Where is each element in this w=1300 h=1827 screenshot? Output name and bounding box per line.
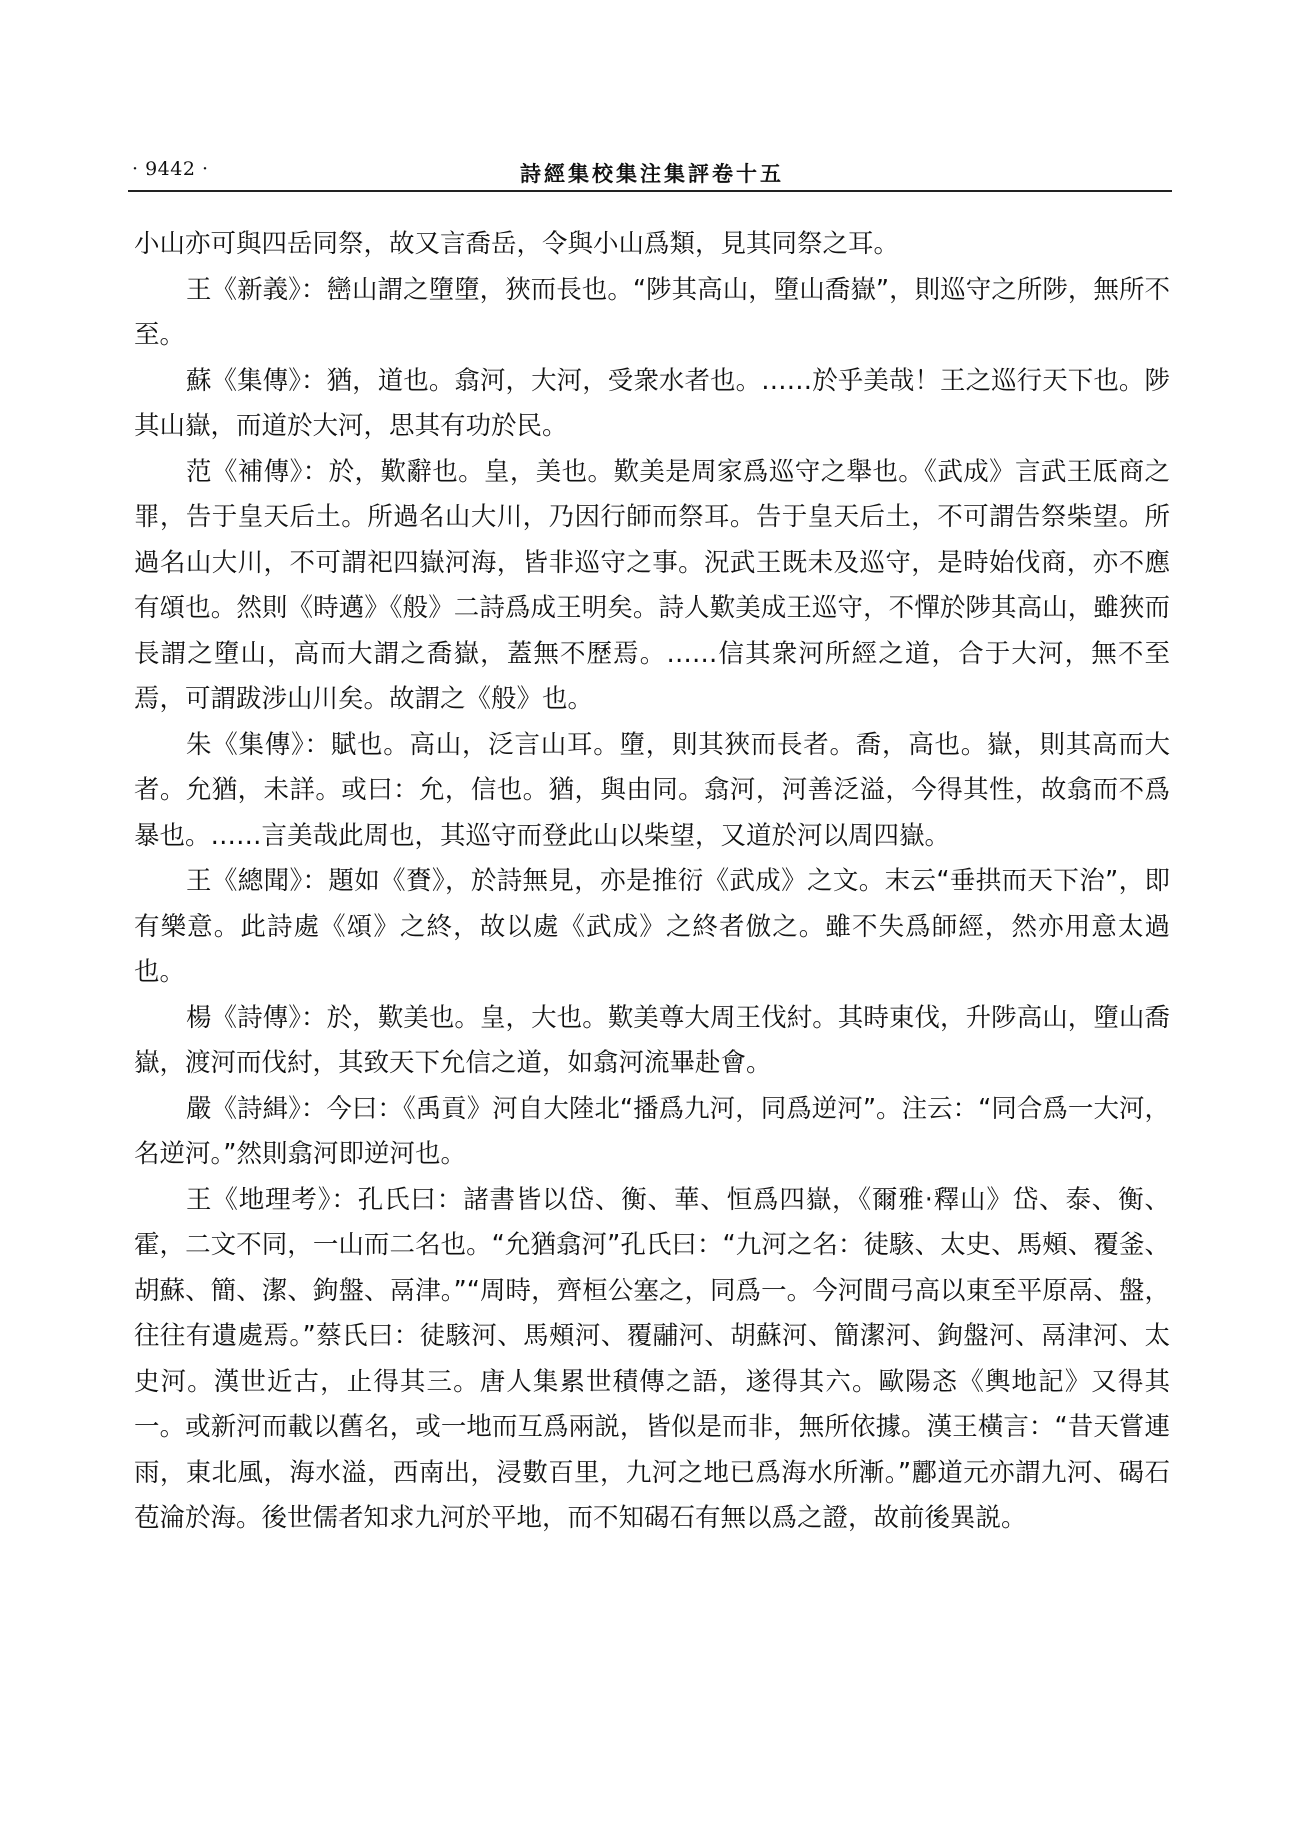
paragraph-wang-xinyi: 王《新義》：巒山謂之墮墮，狹而長也。“陟其高山，墮山喬嶽”，則巡守之所陟，無所不至。 xyxy=(134,274,1170,350)
paragraph-continuation: 小山亦可與四岳同祭，故又言喬岳，令與小山爲類，見其同祭之耳。 xyxy=(134,229,900,259)
paragraph-yang-shizhuan: 楊《詩傳》：於，歎美也。皇，大也。歎美尊大周王伐紂。其時東伐，升陟高山，墮山喬嶽，渡河而伐紂，其致天下允信之道，如翕河流畢赴會。 xyxy=(134,1002,1170,1078)
paragraph-su-jizhuan: 蘇《集傳》：猶，道也。翕河，大河，受衆水者也。……於乎美哉！王之巡行天下也。陟其山嶽，而道於大河，思其有功於民。 xyxy=(134,365,1170,441)
body-text xyxy=(134,222,1170,1542)
paragraph-yan-shiji: 嚴《詩緝》：今曰：《禹貢》河自大陸北“播爲九河，同爲逆河”。注云：“同合爲一大河，名逆河。”然則翕河即逆河也。 xyxy=(134,1093,1170,1169)
paragraph-fan-buzhuan: 范《補傳》：於，歎辭也。皇，美也。歎美是周家爲巡守之舉也。《武成》言武王厎商之罪，告于皇天后土。所過名山大川，乃因行師而祭耳。告于皇天后土，不可謂告祭柴望。所過名山大川，不可謂祀四嶽河海，皆非巡守之事。況武王既未及巡守，是時始伐商，亦不應有頌也。然則《時邁》《般》二詩爲成王明矣。詩人歎美成王巡守，不憚於陟其高山，雖狹而長謂之墮山，高而大謂之喬嶽，蓋無不歷焉。……信其衆河所經之道，合于大河，無不至焉，可謂跋涉山川矣。故謂之《般》也。 xyxy=(134,456,1170,714)
page-number: · 9442 · xyxy=(132,158,209,180)
header-rule xyxy=(128,190,1172,192)
running-title: 詩經集校集注集評卷十五 xyxy=(520,162,784,186)
paragraph-zhu-jizhuan: 朱《集傳》：賦也。高山，泛言山耳。墮，則其狹而長者。喬，高也。嶽，則其高而大者。允猶，未詳。或曰：允，信也。猶，與由同。翕河，河善泛溢，今得其性，故翕而不爲暴也。……言美哉此周也，其巡守而登此山以柴望，又道於河以周四嶽。 xyxy=(134,729,1170,851)
paragraph-wang-dilikao: 王《地理考》：孔氏曰：諸書皆以岱、衡、華、恒爲四嶽，《爾雅·釋山》岱、泰、衡、霍，二文不同，一山而二名也。“允猶翕河”孔氏曰：“九河之名：徒駭、太史、馬頰、覆釜、胡蘇、簡、潔、鉤盤、鬲津。”“周時，齊桓公塞之，同爲一。今河間弓高以東至平原鬲、盤，往往有遺處焉。”蔡氏曰：徒駭河、馬頰河、覆鬴河、胡蘇河、簡潔河、鉤盤河、鬲津河、太史河。漢世近古，止得其三。唐人集累世積傳之語，遂得其六。歐陽忞《輿地記》又得其一。或新河而載以舊名，或一地而互爲兩説，皆似是而非，無所依據。漢王橫言：“昔天嘗連雨，東北風，海水溢，西南出，浸數百里，九河之地已爲海水所漸。”酈道元亦謂九河、碣石苞淪於海。後世儒者知求九河於平地，而不知碣石有無以爲之證，故前後異説。 xyxy=(134,1184,1170,1533)
page-header xyxy=(132,158,1172,188)
paragraph-wang-zongwen: 王《總聞》：題如《賚》，於詩無見，亦是推衍《武成》之文。末云“垂拱而天下治”，即有樂意。此詩處《頌》之終，故以處《武成》之終者倣之。雖不失爲師經，然亦用意太過也。 xyxy=(134,866,1170,987)
